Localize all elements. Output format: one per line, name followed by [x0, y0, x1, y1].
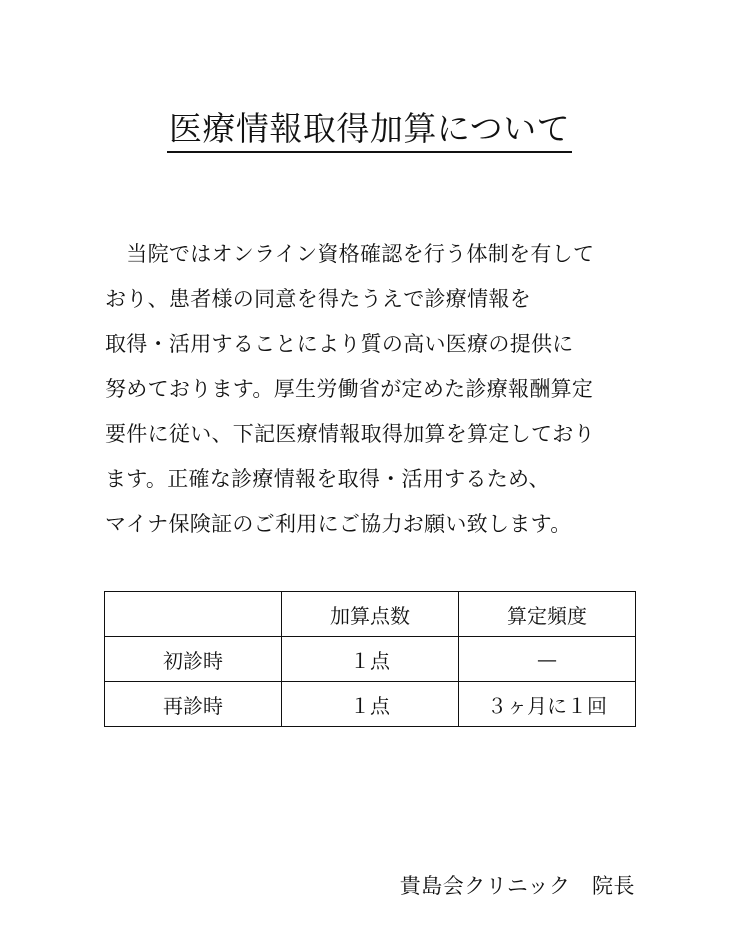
cell-frequency-first-visit: —: [459, 637, 636, 682]
row-label-revisit: 再診時: [105, 682, 282, 727]
notice-body: [105, 232, 645, 547]
header-cell-points: 加算点数: [282, 592, 459, 637]
table-row: [105, 637, 636, 682]
table-header-row: [105, 592, 636, 637]
header-cell-frequency: 算定頻度: [459, 592, 636, 637]
header-cell-empty: [105, 592, 282, 637]
cell-points-revisit: １点: [282, 682, 459, 727]
body-line-3: 取得・活用することにより質の高い医療の提供に: [105, 332, 574, 356]
title-container: [0, 108, 739, 153]
clinic-signature: 貴島会クリニック 院長: [399, 874, 635, 898]
table-row: [105, 682, 636, 727]
body-line-5: 要件に従い、下記医療情報取得加算を算定しており: [105, 422, 595, 446]
fee-table: [104, 591, 636, 727]
body-line-7: マイナ保険証のご利用にご協力お願い致します。: [105, 512, 572, 536]
body-line-6: ます。正確な診療情報を取得・活用するため、: [105, 467, 550, 491]
body-line-2: おり、患者様の同意を得たうえで診療情報を: [105, 287, 531, 311]
body-line-4: 努めております。厚生労働省が定めた診療報酬算定: [105, 377, 594, 401]
page-title: 医療情報取得加算について: [167, 108, 572, 153]
row-label-first-visit: 初診時: [105, 637, 282, 682]
body-line-1: 当院ではオンライン資格確認を行う体制を有して: [105, 242, 595, 266]
cell-points-first-visit: １点: [282, 637, 459, 682]
cell-frequency-revisit: ３ヶ月に１回: [459, 682, 636, 727]
